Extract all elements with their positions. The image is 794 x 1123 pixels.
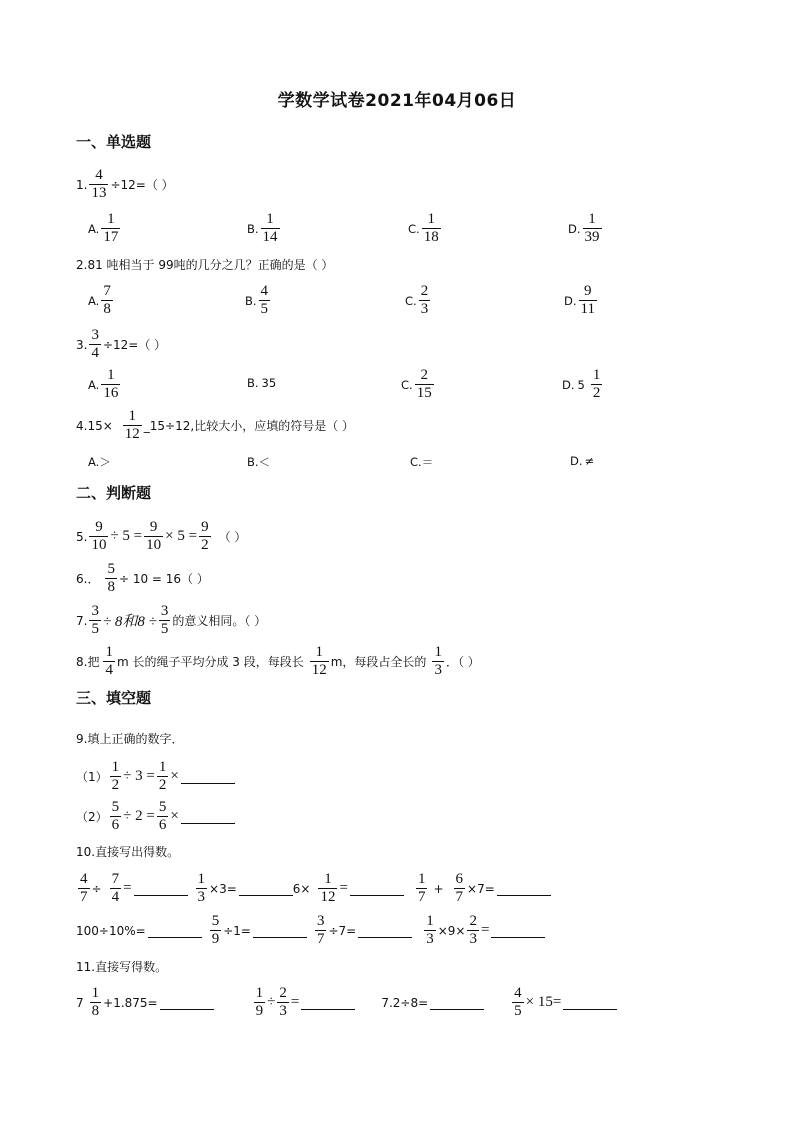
- option-label: C.: [408, 221, 420, 236]
- question-9-part-2: [76, 800, 235, 833]
- denominator: 3: [420, 301, 429, 317]
- denominator: 12: [320, 889, 336, 905]
- question-text: _15÷12,比较大小，应填的符号是（ ）: [143, 419, 355, 433]
- numerator: 1: [592, 367, 601, 383]
- operator: × 15=: [525, 994, 562, 1010]
- option-label: B.: [247, 221, 259, 236]
- expression-text: 7.2÷8=: [381, 995, 429, 1010]
- expression-text: ×: [170, 768, 179, 784]
- fraction: [416, 872, 428, 905]
- denominator: 3: [434, 662, 442, 678]
- fraction: [419, 284, 431, 317]
- fraction: [90, 986, 102, 1019]
- numerator: 4: [514, 985, 522, 1001]
- answer-blank[interactable]: [134, 881, 188, 896]
- denominator: 39: [584, 229, 600, 245]
- fraction: [422, 212, 441, 245]
- numerator: 1: [427, 211, 435, 227]
- question-3: [76, 328, 166, 361]
- q3-option-a[interactable]: [88, 368, 122, 401]
- numerator: 1: [111, 759, 120, 775]
- answer-blank[interactable]: [181, 769, 235, 784]
- fraction: [315, 914, 327, 947]
- part-label: （1）: [76, 770, 108, 784]
- fraction: [110, 800, 122, 833]
- fraction: [254, 986, 266, 1019]
- fraction: [199, 520, 211, 553]
- option-label: D.: [564, 293, 577, 308]
- option-value: ＞: [99, 455, 111, 469]
- numerator: 3: [91, 603, 99, 619]
- q2-option-a[interactable]: [88, 284, 115, 317]
- denominator: 3: [197, 889, 206, 905]
- denominator: 9: [255, 1003, 264, 1019]
- numerator: 4: [95, 167, 103, 183]
- question-4: [76, 409, 354, 442]
- option-label: C.: [401, 377, 413, 392]
- numerator: 2: [420, 367, 428, 383]
- denominator: 12: [124, 426, 140, 442]
- expression-text: ÷ 5 =: [110, 528, 143, 544]
- denominator: 2: [201, 537, 209, 553]
- answer-blank[interactable]: [358, 923, 412, 938]
- numerator: 1: [417, 871, 426, 887]
- question-11-row: [76, 986, 617, 1019]
- whole-number: 5: [577, 377, 585, 392]
- q1-option-c[interactable]: [408, 212, 443, 245]
- denominator: 6: [158, 817, 167, 833]
- fraction: [101, 212, 120, 245]
- denominator: 8: [107, 579, 115, 595]
- fraction: [89, 520, 108, 553]
- denominator: 5: [514, 1003, 522, 1019]
- numerator: 1: [315, 644, 323, 660]
- fraction: [159, 604, 171, 637]
- numerator: 7: [103, 283, 111, 299]
- question-text: 的意义相同。（ ）: [172, 614, 267, 628]
- denominator: 5: [91, 621, 99, 637]
- denominator: 2: [158, 777, 167, 793]
- expression-text: ×: [170, 808, 179, 824]
- denominator: 12: [311, 662, 327, 678]
- answer-blank[interactable]: [148, 923, 202, 938]
- question-7: [76, 604, 266, 637]
- numerator: 1: [107, 211, 115, 227]
- option-label: C.: [405, 293, 417, 308]
- q2-option-b[interactable]: [245, 284, 272, 317]
- denominator: 8: [91, 1003, 100, 1019]
- numerator: 1: [158, 759, 167, 775]
- denominator: 7: [417, 889, 426, 905]
- fraction: [110, 760, 122, 793]
- denominator: 3: [426, 931, 434, 947]
- question-10-row-2: [76, 914, 545, 947]
- expression-text: ÷ 8和8 ÷: [102, 614, 157, 630]
- fraction: [415, 368, 434, 401]
- fraction: [583, 212, 602, 245]
- fraction: [103, 645, 115, 678]
- numerator: 1: [197, 871, 206, 887]
- answer-blank[interactable]: [239, 881, 293, 896]
- operator: =: [290, 994, 300, 1010]
- expression-text: 100÷10%=: [76, 923, 146, 938]
- question-text: m，每段占全长的: [330, 655, 427, 669]
- fraction: [78, 872, 90, 905]
- fraction: [579, 284, 597, 317]
- fraction: [89, 604, 101, 637]
- option-label: B.: [245, 293, 257, 308]
- fraction: [123, 409, 142, 442]
- numerator: 6: [455, 871, 464, 887]
- denominator: 10: [91, 537, 107, 553]
- fraction: [591, 368, 603, 401]
- fraction: [310, 645, 329, 678]
- expression-text: ÷ 10 = 16（ ）: [118, 572, 209, 586]
- fraction: [424, 914, 436, 947]
- numerator: 1: [434, 644, 442, 660]
- operator: ×9×: [437, 923, 466, 938]
- option-label: B.: [247, 455, 259, 469]
- numerator: 9: [149, 519, 158, 535]
- numerator: 9: [201, 519, 209, 535]
- q3-option-b[interactable]: [247, 376, 276, 390]
- numerator: 4: [80, 871, 88, 887]
- section-heading-true-false: 二、判断题: [76, 484, 152, 502]
- q4-option-a[interactable]: [88, 454, 111, 470]
- question-number: 1.: [76, 177, 88, 192]
- fraction: [89, 328, 101, 361]
- denominator: 8: [103, 301, 111, 317]
- numerator: 5: [158, 799, 167, 815]
- numerator: 1: [426, 913, 434, 929]
- numerator: 4: [260, 283, 269, 299]
- option-label: A.: [88, 455, 100, 469]
- fraction: [454, 872, 466, 905]
- option-value: 35: [261, 376, 277, 390]
- q3-option-c[interactable]: [401, 368, 436, 401]
- denominator: 2: [111, 777, 120, 793]
- part-label: （2）: [76, 810, 108, 824]
- answer-blank[interactable]: [491, 923, 545, 938]
- option-value: ＝: [421, 455, 434, 469]
- question-11: 11.直接写得数。: [76, 960, 168, 974]
- numerator: 1: [91, 985, 100, 1001]
- fraction: [110, 872, 122, 905]
- q4-option-c[interactable]: [410, 454, 433, 470]
- denominator: 5: [160, 621, 169, 637]
- fraction: [89, 168, 108, 201]
- question-8: [76, 645, 480, 678]
- question-9: 9.填上正确的数字．: [76, 732, 184, 746]
- denominator: 5: [260, 301, 269, 317]
- question-text: ÷12=（ ）: [102, 338, 167, 352]
- denominator: 3: [279, 1003, 287, 1019]
- denominator: 7: [316, 931, 325, 947]
- numerator: 5: [107, 561, 115, 577]
- question-2: 2.81 吨相当于 99吨的几分之几？正确的是（ ）: [76, 258, 334, 272]
- whole-number: 7: [76, 995, 84, 1010]
- denominator: 7: [455, 889, 464, 905]
- q1-option-a[interactable]: [88, 212, 122, 245]
- option-value: ＜: [258, 455, 271, 469]
- question-10-row-1: [76, 872, 551, 905]
- expression-text: × 5 =: [165, 528, 198, 544]
- option-label: B.: [247, 376, 259, 390]
- section-heading-single-choice: 一、单选题: [76, 133, 152, 151]
- question-number: 6.．: [76, 572, 100, 586]
- numerator: 1: [107, 367, 115, 383]
- question-number: 3.: [76, 337, 88, 352]
- question-9-part-1: [76, 760, 235, 793]
- operator: +: [433, 881, 444, 896]
- denominator: 10: [146, 537, 162, 553]
- question-number: 4.15×: [76, 418, 113, 433]
- fraction: [432, 645, 444, 678]
- question-1: [76, 168, 174, 201]
- operator: ×7=: [467, 881, 495, 896]
- fraction: [101, 284, 113, 317]
- option-label: C.: [410, 455, 422, 469]
- numerator: 3: [160, 603, 169, 619]
- operator: 6×: [292, 881, 311, 896]
- numerator: 2: [469, 913, 477, 929]
- denominator: 7: [80, 889, 88, 905]
- section-heading-fill-in: 三、填空题: [76, 689, 152, 707]
- numerator: 1: [588, 211, 596, 227]
- numerator: 3: [91, 327, 99, 343]
- numerator: 1: [128, 408, 137, 424]
- fraction: [261, 212, 280, 245]
- question-10: 10.直接写出得数。: [76, 845, 180, 859]
- option-label: A.: [88, 221, 100, 236]
- expression-text: ÷ 3 =: [123, 768, 155, 784]
- denominator: 15: [416, 385, 432, 401]
- answer-blank[interactable]: [350, 881, 404, 896]
- option-value: ≠: [584, 454, 595, 468]
- operator: ×3=: [209, 881, 237, 896]
- numerator: 1: [324, 871, 332, 887]
- numerator: 3: [316, 913, 325, 929]
- q2-option-c[interactable]: [405, 284, 432, 317]
- operator: ÷: [267, 994, 276, 1010]
- option-label: A.: [88, 377, 100, 392]
- denominator: 3: [469, 931, 477, 947]
- denominator: 11: [580, 301, 595, 317]
- page-title: 学数学试卷2021年04月06日: [277, 91, 517, 111]
- denominator: 18: [423, 229, 439, 245]
- operator: ÷1=: [223, 923, 251, 938]
- fraction: [101, 368, 120, 401]
- option-label: D.: [568, 221, 581, 236]
- numerator: 9: [583, 283, 592, 299]
- question-number: 8.把: [76, 655, 100, 669]
- fraction: [157, 760, 169, 793]
- answer-bracket[interactable]: ．（ ）: [445, 655, 480, 669]
- denominator: 2: [592, 385, 601, 401]
- answer-blank[interactable]: [160, 995, 214, 1010]
- numerator: 1: [105, 644, 113, 660]
- operator: =: [480, 922, 490, 938]
- operator: +1.875=: [103, 995, 158, 1010]
- question-number: 5.: [76, 529, 88, 544]
- question-6: [76, 562, 209, 595]
- option-label: D.: [562, 377, 575, 392]
- numerator: 9: [95, 519, 103, 535]
- q4-option-d[interactable]: [570, 454, 594, 468]
- q4-option-b[interactable]: [247, 454, 270, 470]
- denominator: 4: [111, 889, 120, 905]
- fraction: [210, 914, 222, 947]
- q3-option-d[interactable]: [562, 368, 604, 401]
- operator: ÷: [91, 881, 102, 896]
- q1-option-d[interactable]: [568, 212, 604, 245]
- option-label: A.: [88, 293, 100, 308]
- answer-blank[interactable]: [430, 995, 484, 1010]
- denominator: 6: [111, 817, 120, 833]
- option-label: D.: [570, 454, 583, 468]
- fraction: [467, 914, 479, 947]
- numerator: 2: [420, 283, 429, 299]
- fraction: [259, 284, 271, 317]
- operator: =: [123, 880, 132, 896]
- numerator: 5: [111, 799, 120, 815]
- numerator: 7: [111, 871, 120, 887]
- denominator: 4: [91, 345, 99, 361]
- answer-blank[interactable]: [301, 995, 355, 1010]
- operator: =: [339, 880, 348, 896]
- fraction: [105, 562, 117, 595]
- numerator: 5: [211, 913, 220, 929]
- question-5: [76, 520, 246, 553]
- fraction: [318, 872, 337, 905]
- answer-bracket[interactable]: （ ）: [218, 530, 247, 544]
- fraction: [512, 986, 524, 1019]
- fraction: [157, 800, 169, 833]
- operator: ÷7=: [328, 923, 357, 938]
- q1-option-b[interactable]: [247, 212, 282, 245]
- denominator: 4: [105, 662, 113, 678]
- fraction: [144, 520, 163, 553]
- denominator: 16: [103, 385, 119, 401]
- fraction: [196, 872, 208, 905]
- question-number: 7.: [76, 613, 88, 628]
- numerator: 1: [266, 211, 274, 227]
- answer-blank[interactable]: [497, 881, 551, 896]
- answer-blank[interactable]: [181, 809, 235, 824]
- denominator: 14: [262, 229, 278, 245]
- numerator: 1: [255, 985, 264, 1001]
- answer-blank[interactable]: [253, 923, 307, 938]
- question-text: m 长的绳子平均分成 3 段，每段长: [116, 655, 304, 669]
- answer-blank[interactable]: [563, 995, 617, 1010]
- expression-text: ÷ 2 =: [123, 808, 155, 824]
- question-text: ÷12=（ ）: [110, 178, 174, 192]
- denominator: 13: [91, 185, 107, 201]
- numerator: 2: [279, 985, 287, 1001]
- denominator: 9: [211, 931, 220, 947]
- q2-option-d[interactable]: [564, 284, 599, 317]
- denominator: 17: [103, 229, 119, 245]
- fraction: [277, 986, 289, 1019]
